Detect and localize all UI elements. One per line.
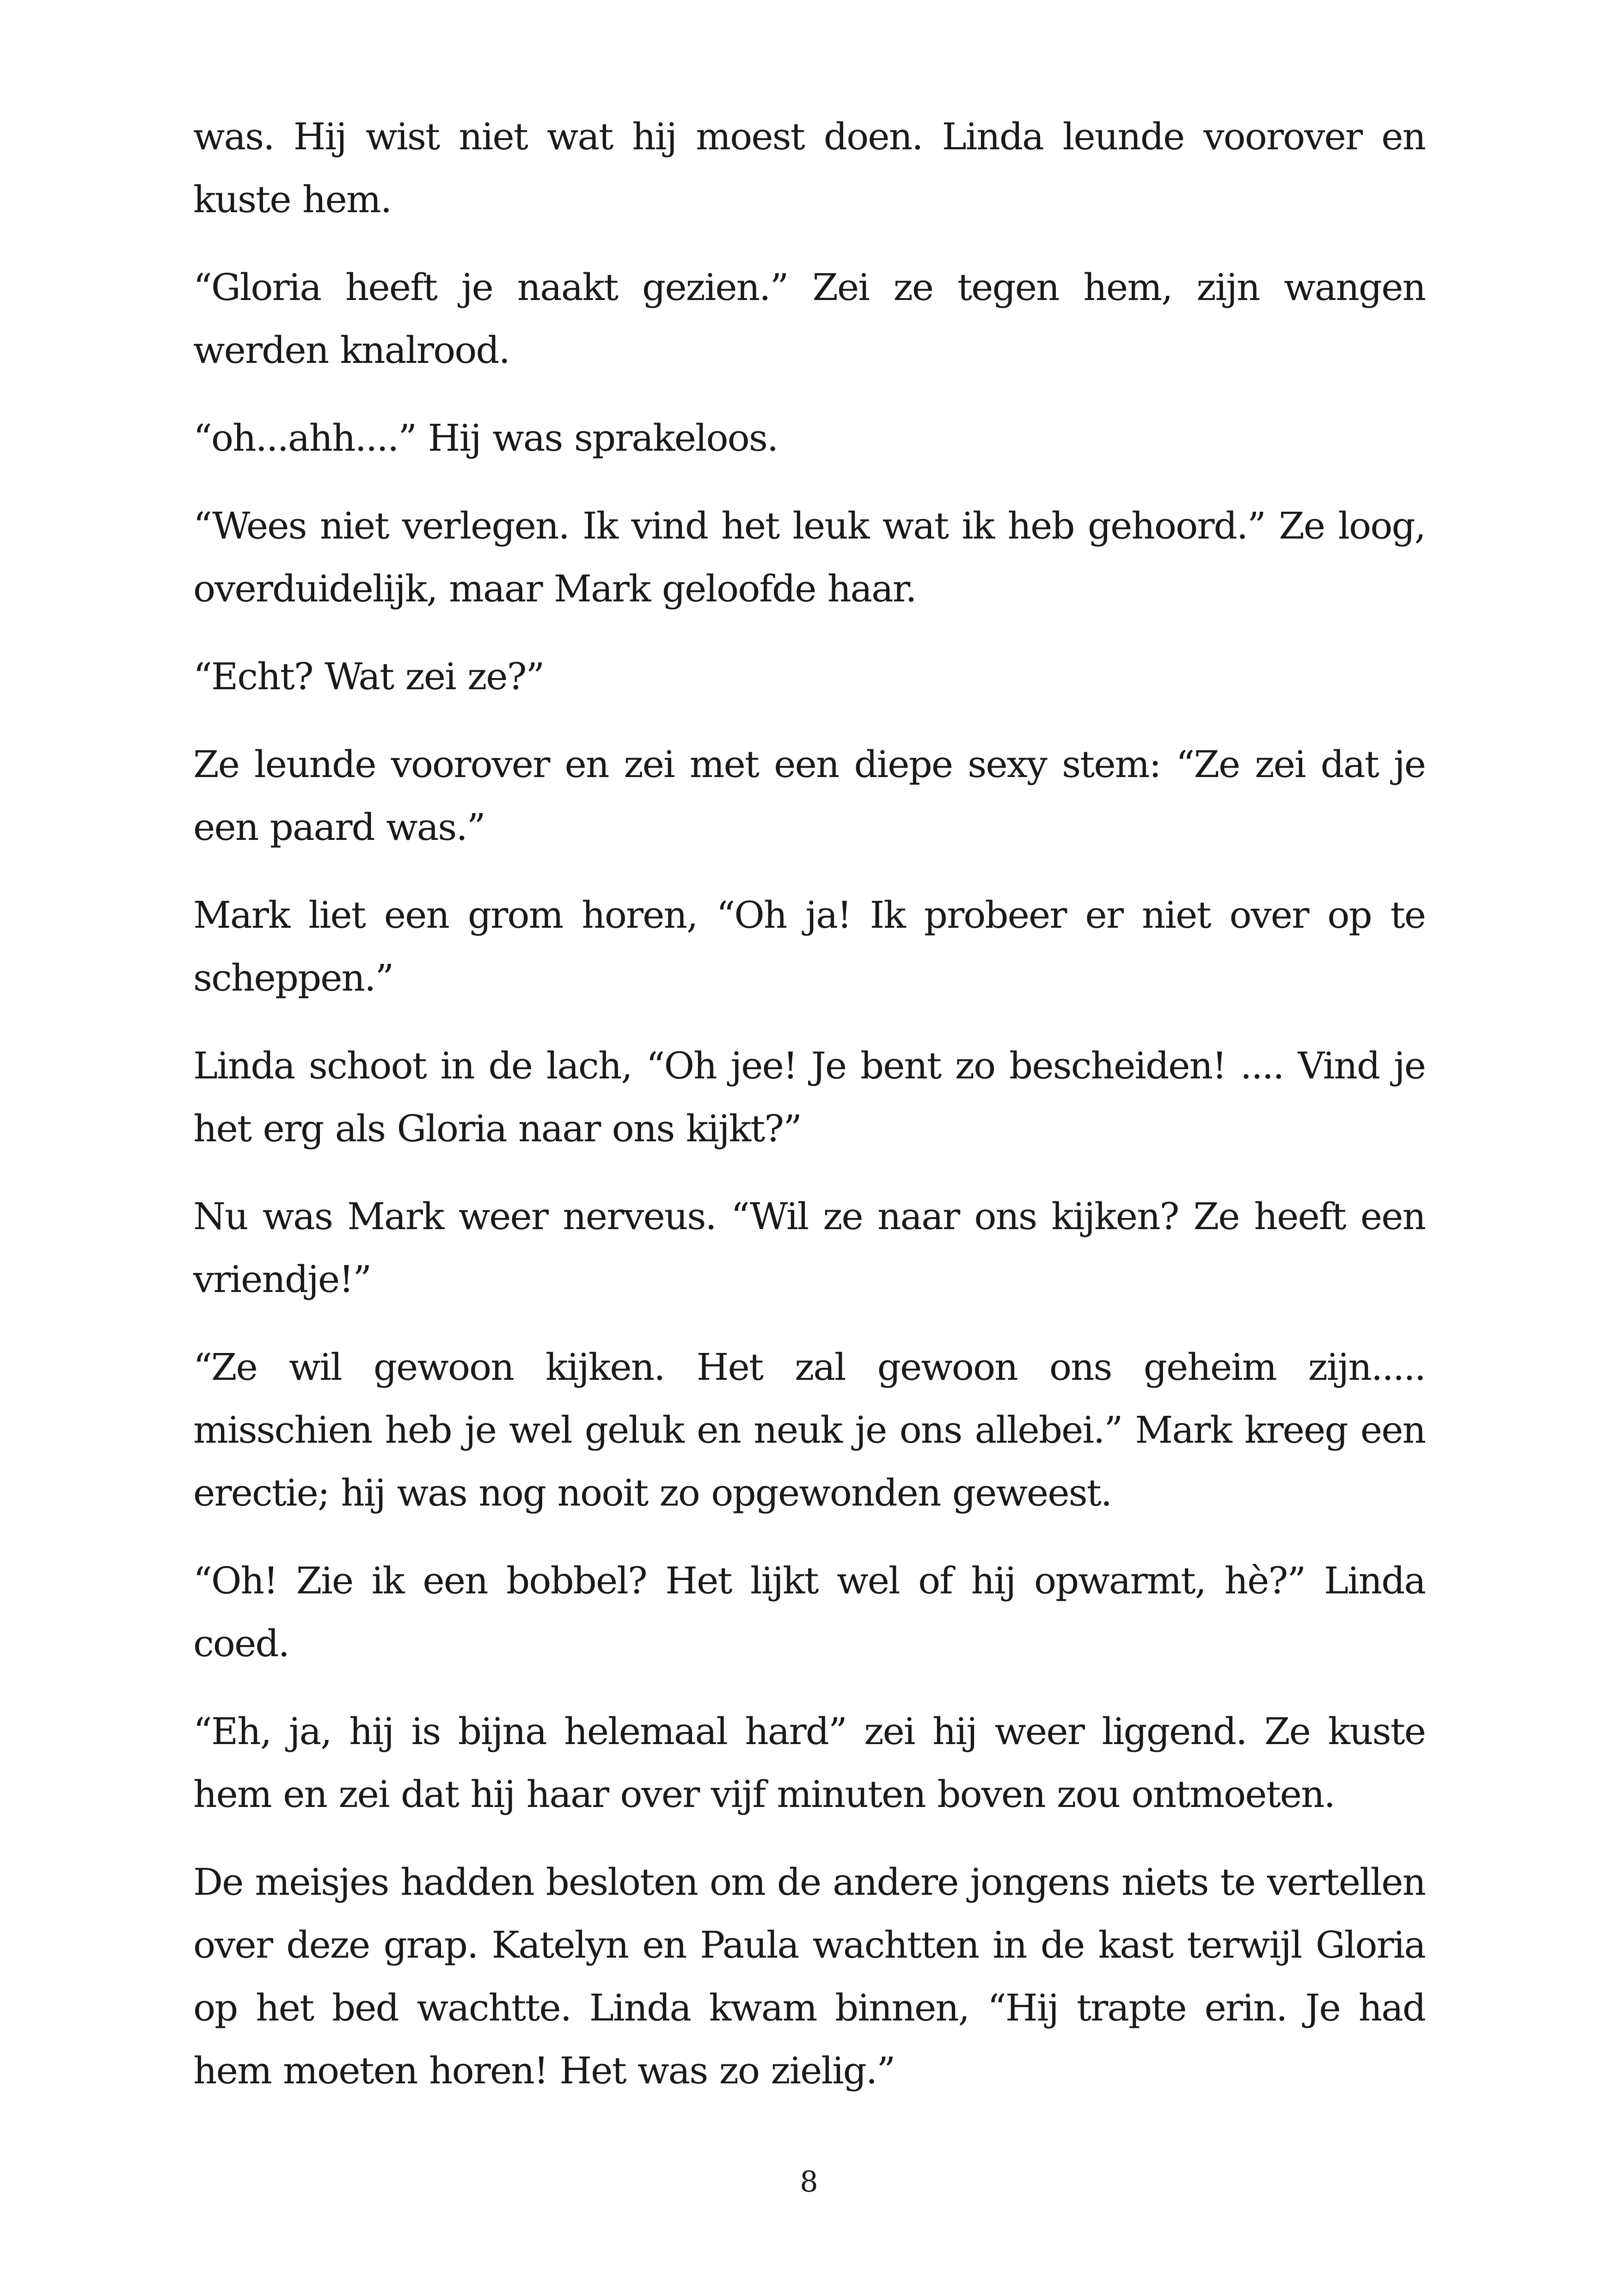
paragraph-4: “Wees niet verlegen. Ik vind het leuk wat ik heb gehoord.” Ze loog, overduidelijk, maar Mark geloofde haar.	[193, 504, 1425, 610]
body-text	[193, 105, 1425, 2127]
paragraph-2: “Gloria heeft je naakt gezien.” Zei ze tegen hem, zijn wangen werden knalrood.	[193, 266, 1425, 372]
paragraph-13: De meisjes hadden besloten om de andere jongens niets te vertellen over deze grap. Katelyn en Paula wachtten in de kast terwijl Gloria op het bed wachtte. Linda kwam binnen, “Hij trapte erin. Je had hem moeten horen! Het was zo zielig.”	[193, 1861, 1425, 2092]
paragraph-11: “Oh! Zie ik een bobbel? Het lijkt wel of hij opwarmt, hè?” Linda coed.	[193, 1559, 1425, 1665]
paragraph-1: was. Hij wist niet wat hij moest doen. Linda leunde voorover en kuste hem.	[193, 115, 1425, 221]
paragraph-8: Linda schoot in de lach, “Oh jee! Je bent zo bescheiden! .... Vind je het erg als Gloria naar ons kijkt?”	[193, 1044, 1425, 1150]
paragraph-12: “Eh, ja, hij is bijna helemaal hard” zei hij weer liggend. Ze kuste hem en zei dat hij haar over vijf minuten boven zou ontmoeten.	[193, 1710, 1425, 1816]
paragraph-10: “Ze wil gewoon kijken. Het zal gewoon ons geheim zijn..... misschien heb je wel geluk en neuk je ons allebei.” Mark kreeg een erectie; hij was nog nooit zo opgewonden geweest.	[193, 1346, 1425, 1514]
paragraph-7: Mark liet een grom horen, “Oh ja! Ik probeer er niet over op te scheppen.”	[193, 894, 1425, 999]
paragraph-3: “oh...ahh....” Hij was sprakeloos.	[193, 416, 778, 459]
page-number: 8	[800, 2165, 818, 2198]
paragraph-5: “Echt? Wat zei ze?”	[193, 655, 544, 698]
paragraph-9: Nu was Mark weer nerveus. “Wil ze naar ons kijken? Ze heeft een vriendje!”	[193, 1195, 1425, 1301]
paragraph-6: Ze leunde voorover en zei met een diepe sexy stem: “Ze zei dat je een paard was.”	[193, 743, 1425, 849]
